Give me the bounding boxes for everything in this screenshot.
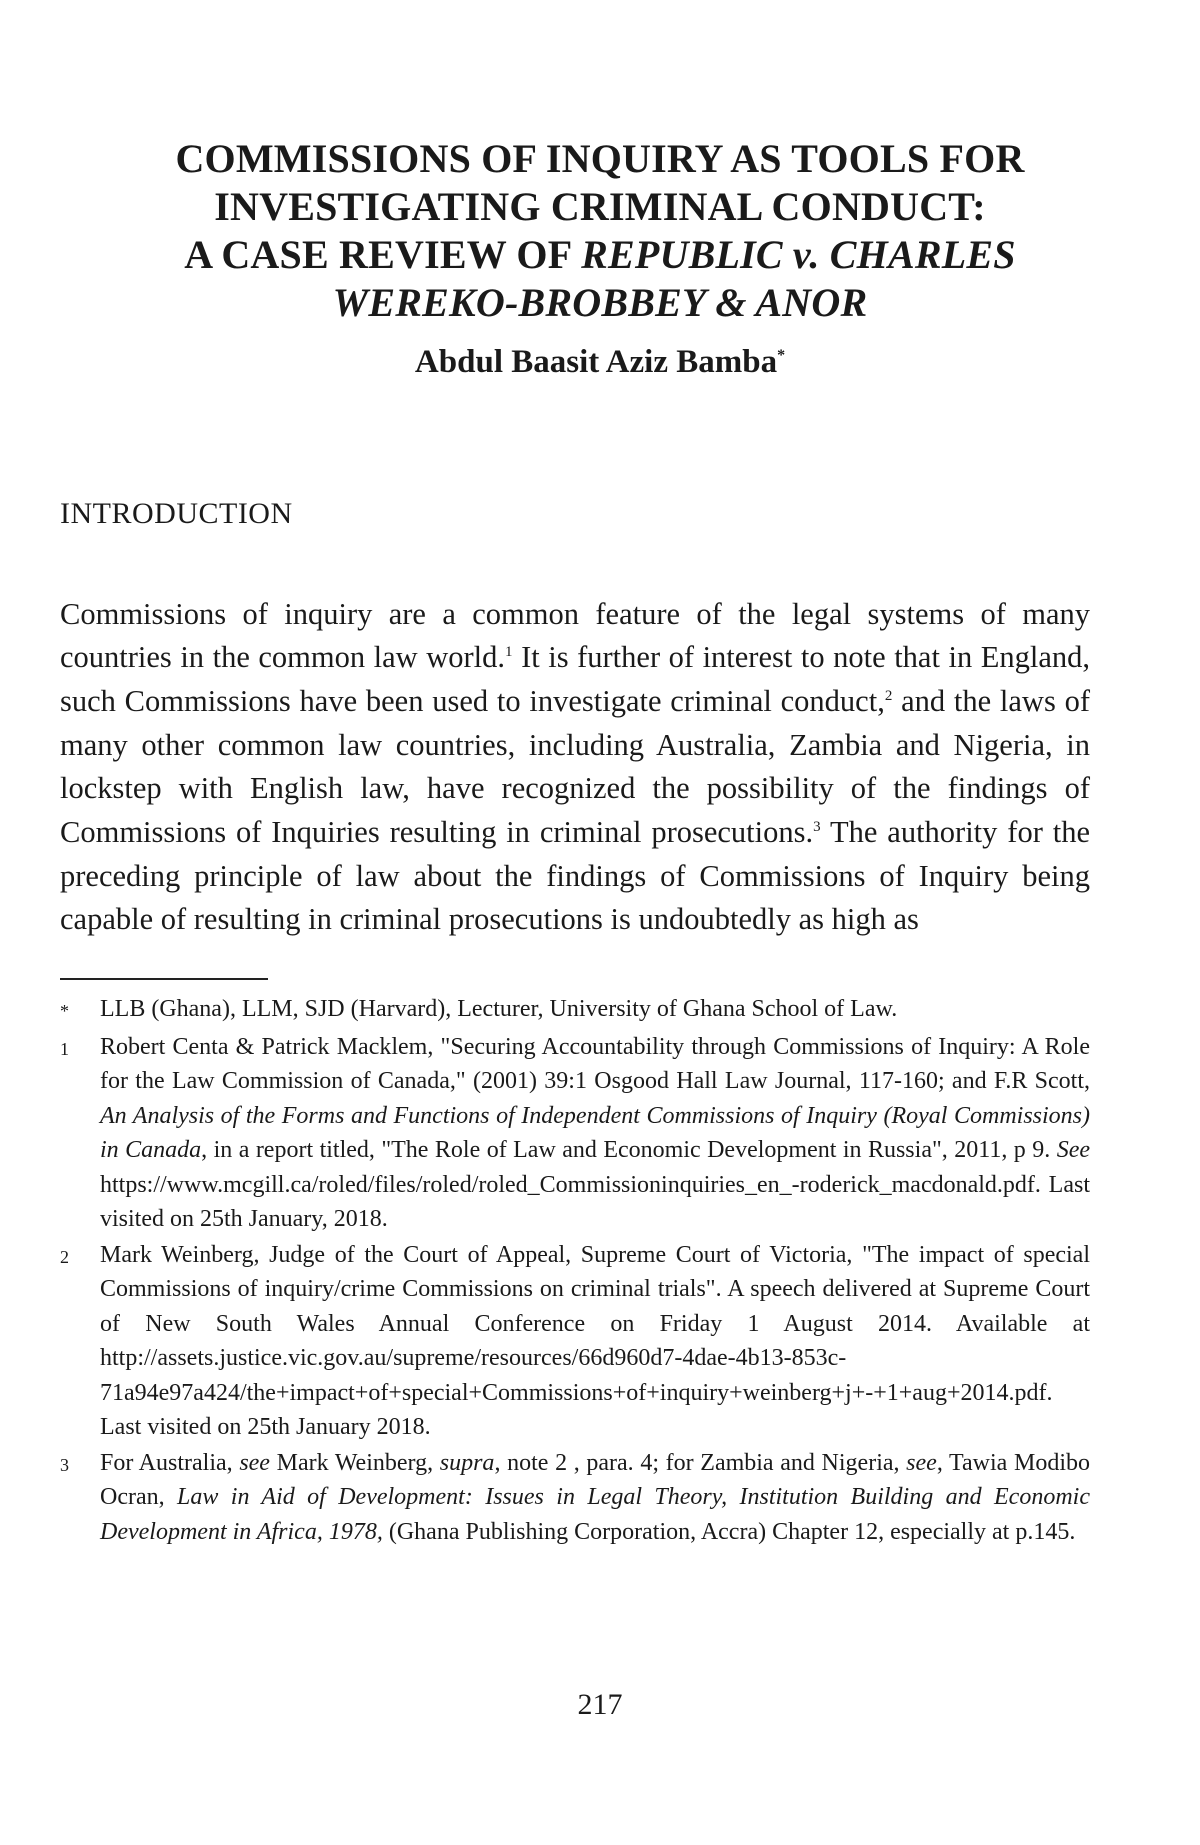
footnote-ref-3: 3	[813, 818, 821, 835]
paragraph-part-4: The authority for the preceding principle of law about the findings of Commissions of Inquiry being capable of resulting in criminal prosecutions is undoubtedly as high as	[60, 815, 1090, 937]
footnotes	[60, 992, 1090, 1550]
footnote-ref-2: 2	[884, 687, 893, 704]
footnote-mark: 2	[60, 1246, 69, 1267]
title-line-4	[60, 279, 1140, 327]
footnote-3-book-title: Law in Aid of Development: Issues in Legal Theory, Institution Building and Economic Development in Africa, 1978,	[100, 1484, 1090, 1545]
footnote-3-see-1: see	[239, 1449, 270, 1476]
title-line-1: COMMISSIONS OF INQUIRY AS TOOLS FOR	[175, 135, 1025, 181]
title-line-2: INVESTIGATING CRIMINAL CONDUCT:	[214, 183, 986, 229]
footnote-text	[100, 1030, 1090, 1237]
footnote-3-supra: supra	[439, 1449, 495, 1476]
paragraph-part-3: and the laws of many other common law countries, including Australia, Zambia and Nigeria, in lockstep with English law, have recognized the possibility of the findings of Commissions of Inquiries resulting in criminal prosecutions.	[60, 683, 1090, 850]
author-byline	[60, 344, 1140, 381]
footnote-3-see-2: see	[906, 1449, 937, 1476]
section-heading: INTRODUCTION	[60, 496, 293, 530]
title-line-4-case-name: WEREKO-BROBBEY & ANOR	[332, 279, 868, 325]
paragraph-part-1: Commissions of inquiry are a common feature of the legal systems of many countries in the common law world.	[60, 596, 1090, 675]
title-line-3-prefix: A CASE REVIEW OF	[184, 231, 582, 277]
footnote-3-part-i: (Ghana Publishing Corporation, Accra) Chapter 12, especially at p.145.	[382, 1518, 1076, 1545]
footnote-1-part-c: , in a report titled, "The Role of Law and Economic Development in Russia", 2011, p 9.	[201, 1137, 1057, 1163]
footnote-1-book-title: An Analysis of the Forms and Functions of Independent Commissions of Inquiry (Royal Commissions) in Canada	[100, 1102, 1090, 1163]
footnote-author	[60, 992, 1090, 1029]
footnote-mark: 3	[60, 1454, 69, 1475]
footnote-1-part-a: Robert Centa & Patrick Macklem, "Securing Accountability through Commissions of Inquiry: A Role for the Law Commission of Canada," (2001) 39:1 Osgood Hall Law Journal, 117-160; and F.R Scott,	[100, 1033, 1090, 1094]
paragraph-part-2: It is further of interest to note that in England, such Commissions have been used to investigate criminal conduct,	[60, 640, 1090, 718]
footnote-1-see: See	[1056, 1137, 1090, 1163]
footnote-text: LLB (Ghana), LLM, SJD (Harvard), Lecturer, University of Ghana School of Law.	[100, 996, 898, 1022]
author-name: Abdul Baasit Aziz Bamba	[414, 344, 778, 380]
article-title	[60, 135, 1140, 327]
page-number: 217	[577, 1688, 623, 1721]
footnote-1-url: https://www.mcgill.ca/roled/files/roled/roled_Commissioninquiries_en_-roderick_macdonald.pdf. Last visited on 25th January, 2018.	[100, 1171, 1090, 1232]
title-line-3	[60, 231, 1140, 279]
footnote-ref-1: 1	[505, 644, 513, 661]
footnote-1	[60, 1030, 1090, 1237]
footnote-3-part-g: , Tawia Modibo Ocran,	[100, 1449, 1091, 1510]
footnote-mark: *	[60, 1001, 69, 1021]
author-footnote-mark: *	[777, 347, 786, 364]
footnote-3-part-a: For Australia,	[100, 1449, 240, 1476]
footnote-2	[60, 1238, 1090, 1445]
footnote-text: Mark Weinberg, Judge of the Court of Appeal, Supreme Court of Victoria, "The impact of special Commissions of inquiry/crime Commissions on criminal trials". A speech delivered at Supreme Court of New South Wales Annual Conference on Friday 1 August 2014. Available at http://assets.justice.vic.gov.au/supreme/resources/66d960d7-4dae-4b13-853c-71a94e97a424/the+impact+of+special+Commissions+of+inquiry+weinberg+j+-+1+aug+2014.pdf. Last visited on 25th January 2018.	[100, 1241, 1090, 1440]
footnote-mark: 1	[60, 1038, 69, 1059]
title-line-3-case-name: REPUBLIC v. CHARLES	[581, 231, 1016, 277]
introduction-paragraph	[60, 593, 1090, 943]
footnote-3-part-e: , note 2 , para. 4; for Zambia and Nigeria,	[494, 1449, 907, 1476]
footnote-text	[100, 1446, 1090, 1550]
footnote-divider	[60, 978, 268, 980]
footnote-3	[60, 1446, 1090, 1550]
footnote-3-part-c: Mark Weinberg,	[269, 1449, 440, 1476]
